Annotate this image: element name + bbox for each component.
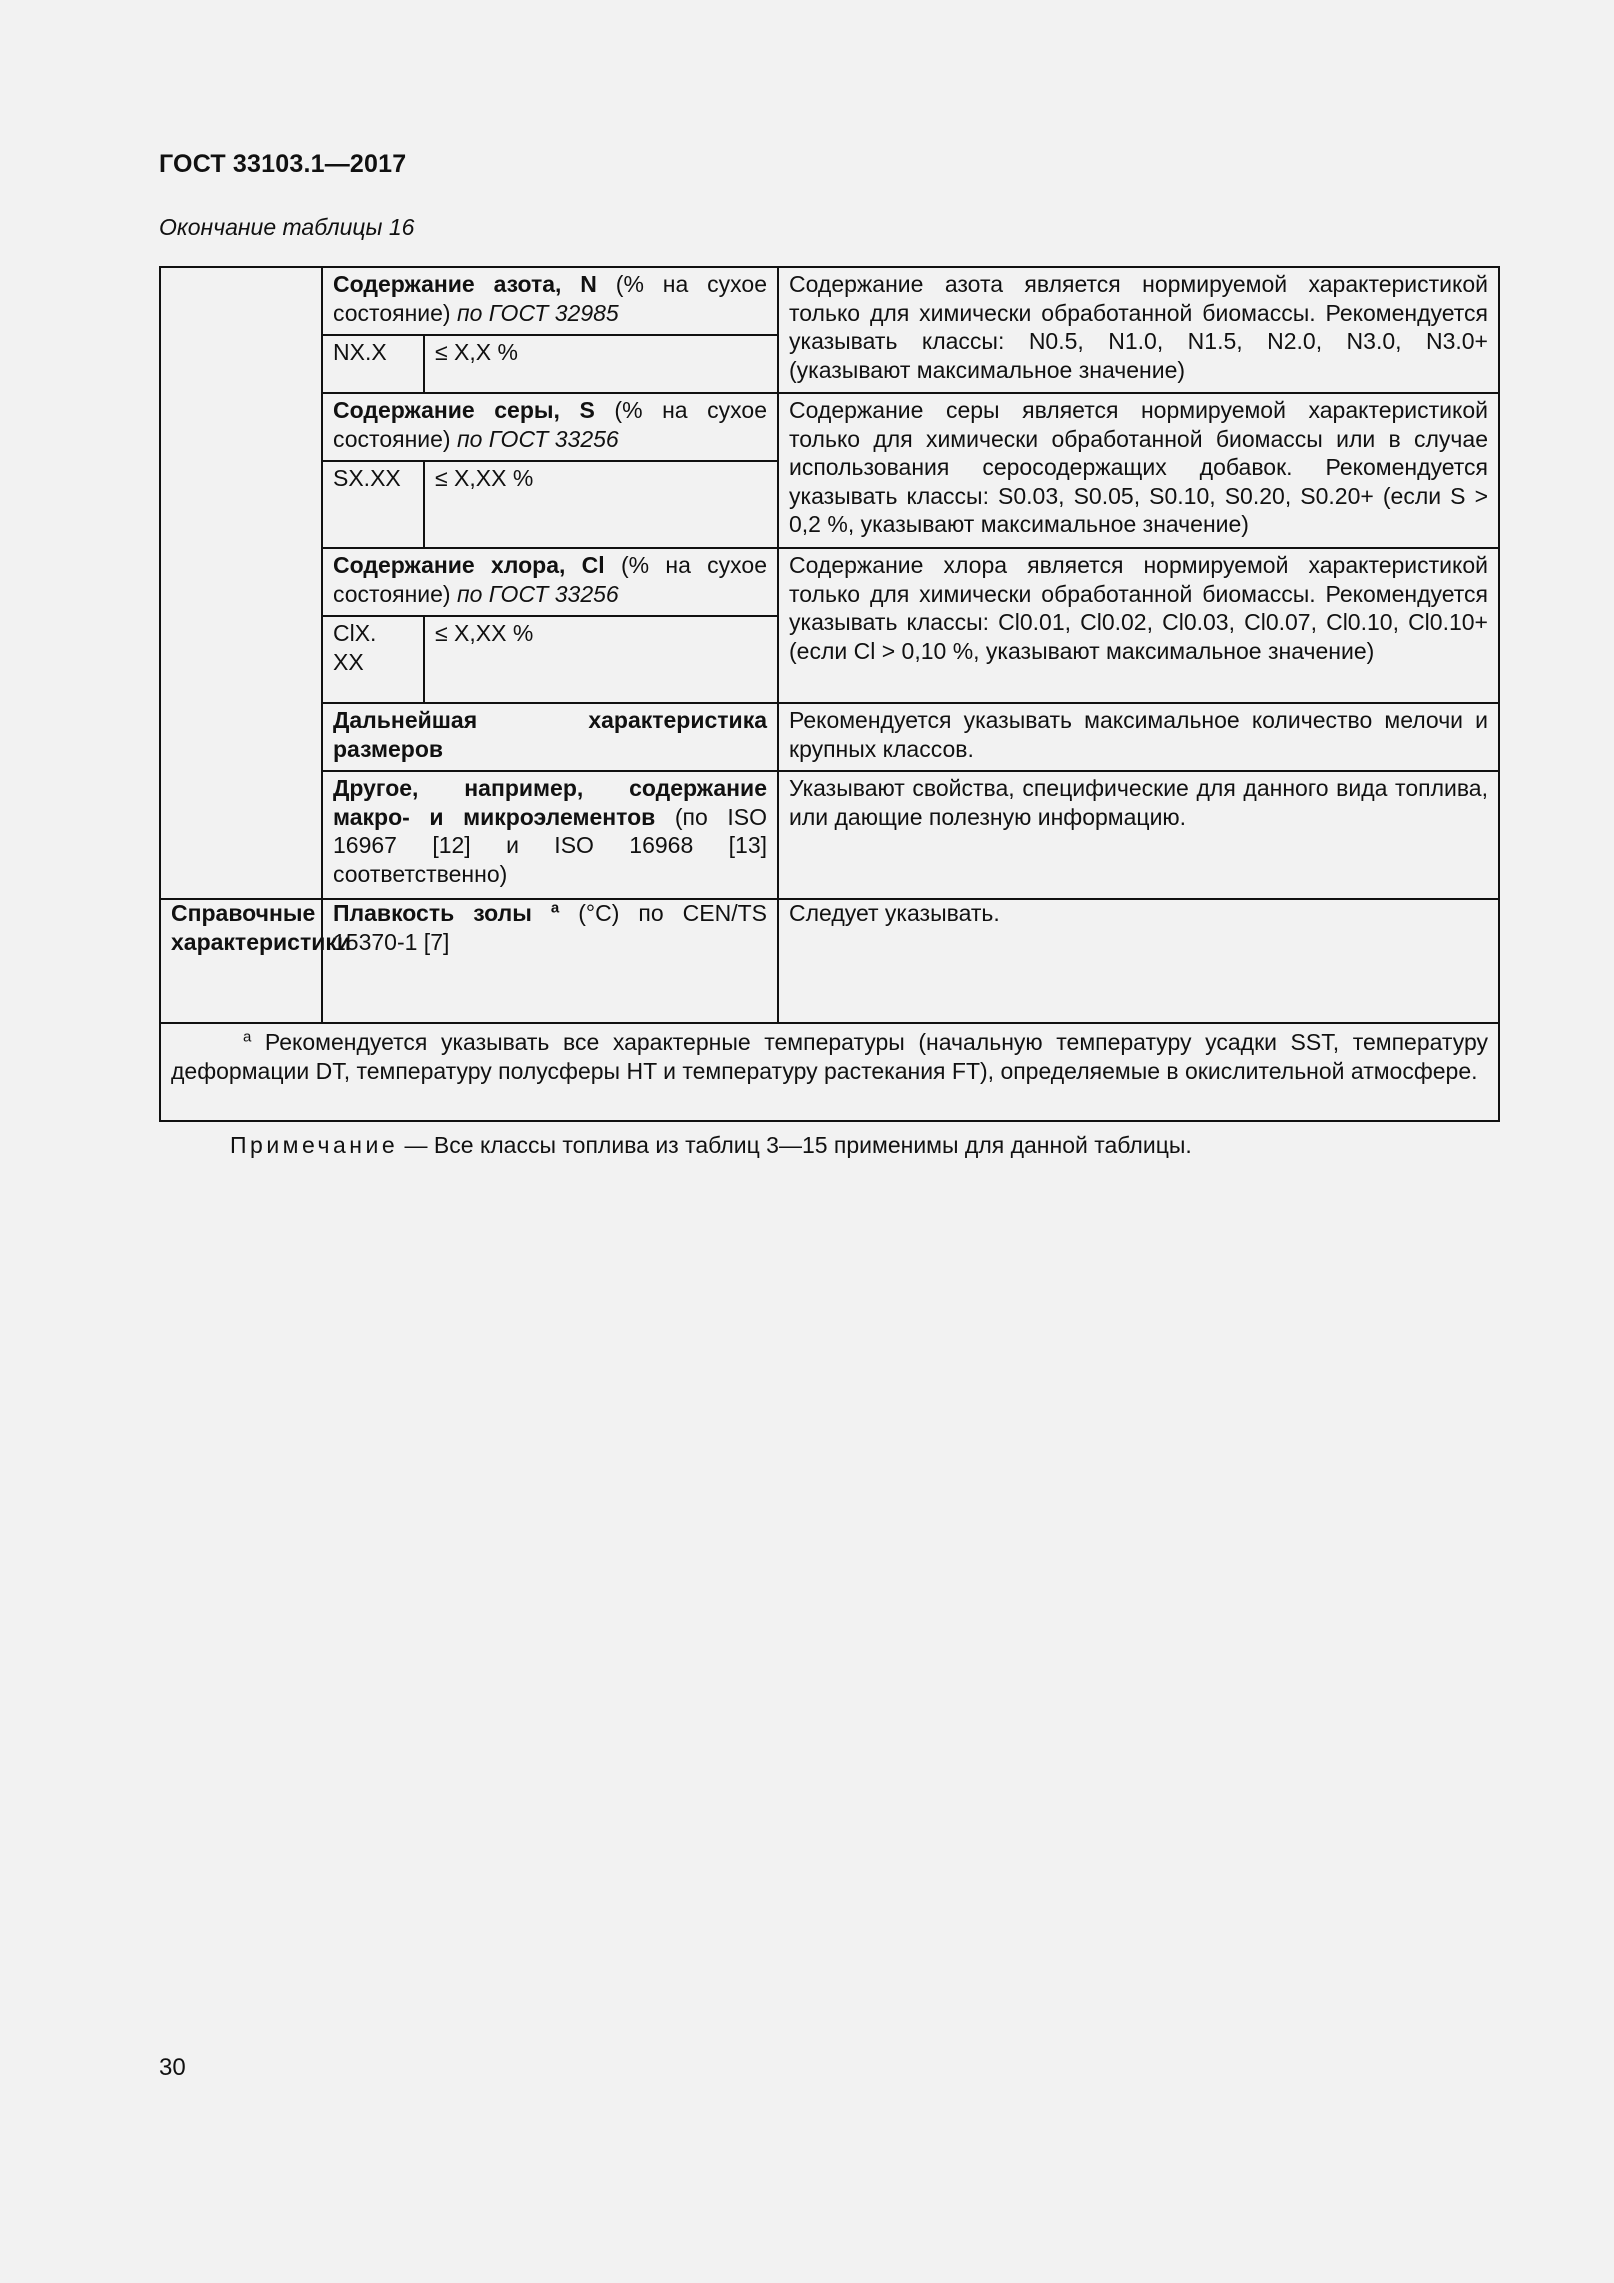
fuel-properties-table (159, 266, 1500, 900)
table-row (160, 267, 1499, 335)
table-row (160, 771, 1499, 899)
property-chlorine: Содержание хлора, Cl (% на сухое состояние) по ГОСТ 33256 (322, 548, 778, 616)
property-other: Другое, например, содержание макро- и микроэлементов (по ISO 16967 [12] и ISO 16968 [13] соответственно) (322, 771, 778, 899)
table-row (160, 1023, 1499, 1121)
property-nitrogen: Содержание азота, N (% на сухое состояние) по ГОСТ 32985 (322, 267, 778, 335)
comment-nitrogen: Содержание азота является нормируемой характеристикой только для химически обработанной биомассы. Рекомендуется указывать классы: N0.5, N1.0, N1.5, N2.0, N3.0, N3.0+ (указывают максимальное значение) (778, 267, 1499, 393)
property-sulfur: Содержание серы, S (% на сухое состояние) по ГОСТ 33256 (322, 393, 778, 461)
fuel-properties-table-reference (159, 897, 1500, 1122)
property-ash-melting: Плавкость золы $^a$ (°С) по CEN/TS 15370-1 [7] (322, 897, 778, 1023)
class-code-nitrogen: NX.X (322, 335, 424, 393)
category-cell-empty (160, 267, 322, 899)
document-code: ГОСТ 33103.1—2017 (159, 150, 407, 178)
table-note: Примечание — Все классы топлива из таблиц 3—15 применимы для данной таблицы. (230, 1132, 1192, 1158)
table-caption: Окончание таблицы 16 (159, 214, 415, 240)
comment-other: Указывают свойства, специфические для данного вида топлива, или дающие полезную информацию. (778, 771, 1499, 899)
table-row (160, 393, 1499, 461)
page-number: 30 (159, 2054, 186, 2081)
class-code-sulfur: SX.XX (322, 461, 424, 548)
comment-ash-melting: Следует указывать. (778, 897, 1499, 1023)
class-limit-nitrogen: ≤ X,X % (424, 335, 778, 393)
property-size: Дальнейшая характеристика размеров (322, 703, 778, 771)
table-footnote: $^a$ Рекомендуется указывать все характерные температуры (начальную температуру усадки SST, температуру деформации DT, температуру полусферы HT и температуру растекания FT), определяемые в окислительной атмосфере. (160, 1023, 1499, 1121)
category-reference: Справочные характеристики (160, 897, 322, 1023)
table-row (160, 548, 1499, 616)
comment-chlorine: Содержание хлора является нормируемой характеристикой только для химически обработанной биомассы. Рекомендуется указывать классы: Cl0.01, Cl0.02, Cl0.03, Cl0.07, Cl0.10, Cl0.10+ (если Cl > 0,10 %, указывают максимальное значение) (778, 548, 1499, 703)
class-limit-chlorine: ≤ X,XX % (424, 616, 778, 703)
class-limit-sulfur: ≤ X,XX % (424, 461, 778, 548)
table-row (160, 897, 1499, 1023)
comment-sulfur: Содержание серы является нормируемой характеристикой только для химически обработанной биомассы или в случае использования серосодержащих добавок. Рекомендуется указывать классы: S0.03, S0.05, S0.10, S0.20, S0.20+ (если S > 0,2 %, указывают максимальное значение) (778, 393, 1499, 548)
class-code-chlorine: ClX. XX (322, 616, 424, 703)
comment-size: Рекомендуется указывать максимальное количество мелочи и крупных классов. (778, 703, 1499, 771)
table-row (160, 703, 1499, 771)
